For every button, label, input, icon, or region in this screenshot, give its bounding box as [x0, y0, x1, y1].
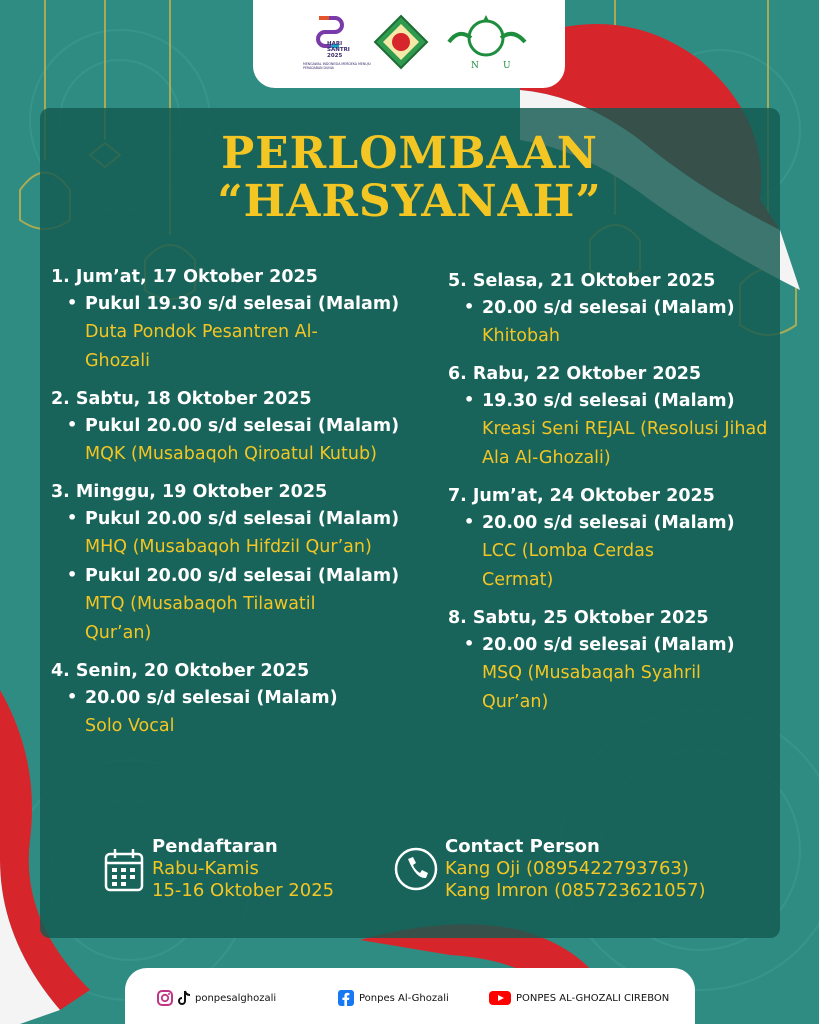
item-event: Duta Pondok Pesantren Al-Ghozali: [85, 322, 318, 371]
youtube-icon: [489, 990, 511, 1006]
instagram-icon: [157, 990, 173, 1006]
social-bar: [125, 968, 695, 1024]
item-time: Pukul 20.00 s/d selesai (Malam): [85, 509, 400, 529]
facebook-icon: [338, 990, 354, 1006]
item-time: 20.00 s/d selesai (Malam): [482, 298, 735, 318]
schedule-entry: [448, 483, 778, 595]
schedule-item: [51, 290, 441, 376]
schedule-entry: [51, 658, 441, 741]
item-event: Khitobah: [482, 326, 560, 346]
registration-info: [152, 836, 334, 902]
item-event: Kreasi Seni REJAL (Resolusi Jihad Ala Al-Ghozali): [482, 419, 768, 468]
bullet-icon: •: [464, 390, 475, 409]
item-event: MHQ (Musabaqoh Hifdzil Qur’an): [85, 537, 372, 557]
schedule-entry: [448, 268, 778, 351]
contact-heading: Contact Person: [445, 836, 600, 857]
bullet-icon: •: [67, 687, 78, 706]
schedule-item: [448, 294, 778, 351]
contact-person-1: Kang Oji (0895422793763): [445, 858, 689, 879]
logo-bar: [253, 0, 565, 88]
bullet-icon: •: [67, 415, 78, 434]
youtube-channel[interactable]: PONPES AL-GHOZALI CIREBON: [489, 990, 669, 1006]
bullet-icon: •: [464, 634, 475, 653]
contact-person-2: Kang Imron (085723621057): [445, 880, 706, 901]
schedule-entry: [448, 361, 778, 473]
nu-letter-u: U: [503, 61, 511, 70]
tiktok-icon: [178, 990, 190, 1006]
schedule-entry: [51, 264, 441, 376]
item-time: 20.00 s/d selesai (Malam): [482, 635, 735, 655]
item-time: 20.00 s/d selesai (Malam): [85, 688, 338, 708]
schedule-item: [448, 631, 778, 717]
left-schedule-column: [51, 264, 441, 751]
schedule-item: [448, 387, 778, 473]
bullet-icon: •: [464, 512, 475, 531]
registration-days: Rabu-Kamis: [152, 858, 259, 879]
contact-info: [445, 836, 706, 902]
title-line-2: “HARSYANAH”: [217, 176, 602, 227]
registration-dates: 15-16 Oktober 2025: [152, 880, 335, 901]
instagram-tiktok-handle[interactable]: ponpesalghozali: [157, 990, 276, 1006]
entry-date: 2. Sabtu, 18 Oktober 2025: [51, 389, 312, 409]
item-time: Pukul 19.30 s/d selesai (Malam): [85, 294, 400, 314]
schedule-entry: [448, 605, 778, 717]
bullet-icon: •: [67, 508, 78, 527]
entry-date: 8. Sabtu, 25 Oktober 2025: [448, 608, 709, 628]
schedule-item: [448, 509, 778, 595]
hari-santri-wordmark: HARI SANTRI 2025: [327, 41, 350, 59]
entry-date: 1. Jum’at, 17 Oktober 2025: [51, 267, 318, 287]
hari-santri-tagline: MENGAWAL INDONESIA MERDEKA MENUJU PERADABAN DUNIA: [303, 62, 371, 70]
phone-icon: [393, 846, 439, 892]
item-time: 20.00 s/d selesai (Malam): [482, 513, 735, 533]
entry-date: 4. Senin, 20 Oktober 2025: [51, 661, 310, 681]
entry-date: 3. Minggu, 19 Oktober 2025: [51, 482, 328, 502]
facebook-page[interactable]: Ponpes Al-Ghozali: [338, 990, 449, 1006]
schedule-entry: [51, 479, 441, 648]
right-schedule-column: [448, 268, 778, 727]
schedule-entry: [51, 386, 441, 469]
item-time: Pukul 20.00 s/d selesai (Malam): [85, 416, 400, 436]
item-event: MQK (Musabaqoh Qiroatul Kutub): [85, 444, 377, 464]
bullet-icon: •: [67, 565, 78, 584]
title-line-1: PERLOMBAAN: [221, 128, 598, 179]
entry-date: 5. Selasa, 21 Oktober 2025: [448, 271, 716, 291]
item-event: MTQ (Musabaqoh Tilawatil Qur’an): [85, 594, 316, 643]
nahdlatul-ulama-logo: [441, 12, 531, 70]
bullet-icon: •: [464, 297, 475, 316]
bullet-icon: •: [67, 293, 78, 312]
schedule-item: [51, 562, 441, 648]
item-time: Pukul 20.00 s/d selesai (Malam): [85, 566, 400, 586]
pesantren-emblem-logo: [373, 14, 429, 70]
item-event: LCC (Lomba Cerdas Cermat): [482, 541, 654, 590]
entry-date: 7. Jum’at, 24 Oktober 2025: [448, 486, 715, 506]
registration-heading: Pendaftaran: [152, 836, 278, 857]
item-time: 19.30 s/d selesai (Malam): [482, 391, 735, 411]
schedule-item: [51, 505, 441, 562]
schedule-item: [51, 412, 441, 469]
item-event: MSQ (Musabaqah Syahril Qur’an): [482, 663, 701, 712]
calendar-icon: [104, 848, 144, 892]
schedule-item: [51, 684, 441, 741]
entry-date: 6. Rabu, 22 Oktober 2025: [448, 364, 702, 384]
nu-letter-n: N: [471, 61, 479, 70]
item-event: Solo Vocal: [85, 716, 175, 736]
